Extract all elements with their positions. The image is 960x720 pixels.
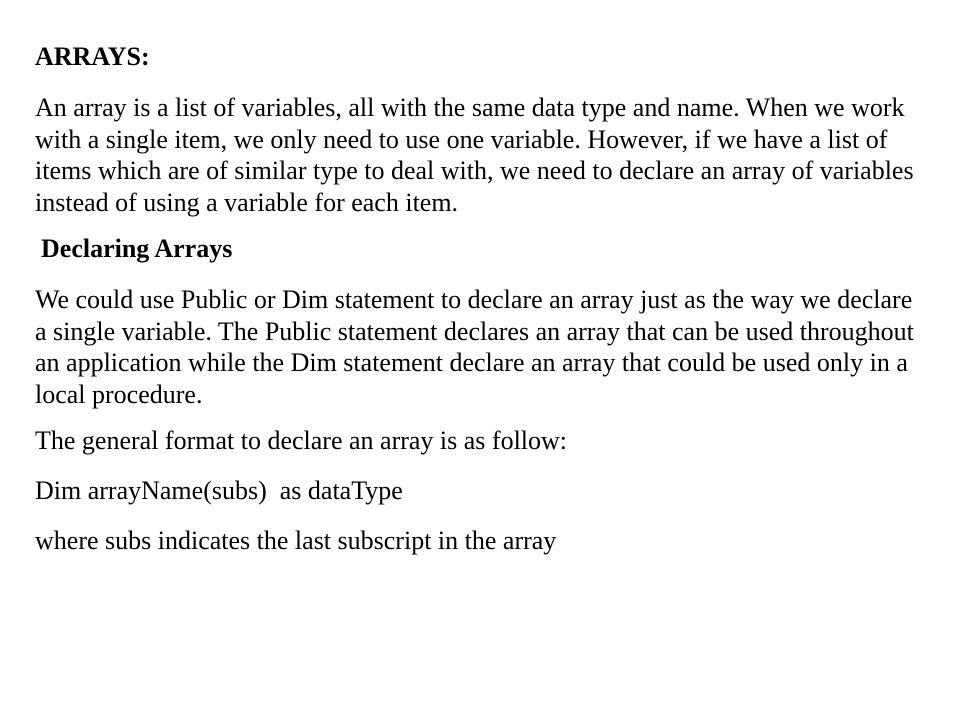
syntax-line: Dim arrayName(subs) as dataType bbox=[35, 476, 403, 505]
subscript-explanation: where subs indicates the last subscript in the array bbox=[35, 526, 557, 555]
declaration-paragraph: We could use Public or Dim statement to declare an array just as the way we declare a single variable. The Public statement declares an array that can be used throughout an application while the Dim statement declare an array that could be used only in a local procedure. bbox=[35, 285, 914, 409]
slide-heading: ARRAYS: bbox=[35, 42, 150, 71]
slide-content bbox=[35, 42, 925, 576]
section-subheading: Declaring Arrays bbox=[41, 234, 233, 263]
intro-paragraph: An array is a list of variables, all with the same data type and name. When we work with a single item, we only need to use one variable. However, if we have a list of items which are of similar type to deal with, we need to declare an array of variables instead of using a variable for each item. bbox=[35, 93, 914, 217]
format-intro: The general format to declare an array is as follow: bbox=[35, 426, 568, 455]
